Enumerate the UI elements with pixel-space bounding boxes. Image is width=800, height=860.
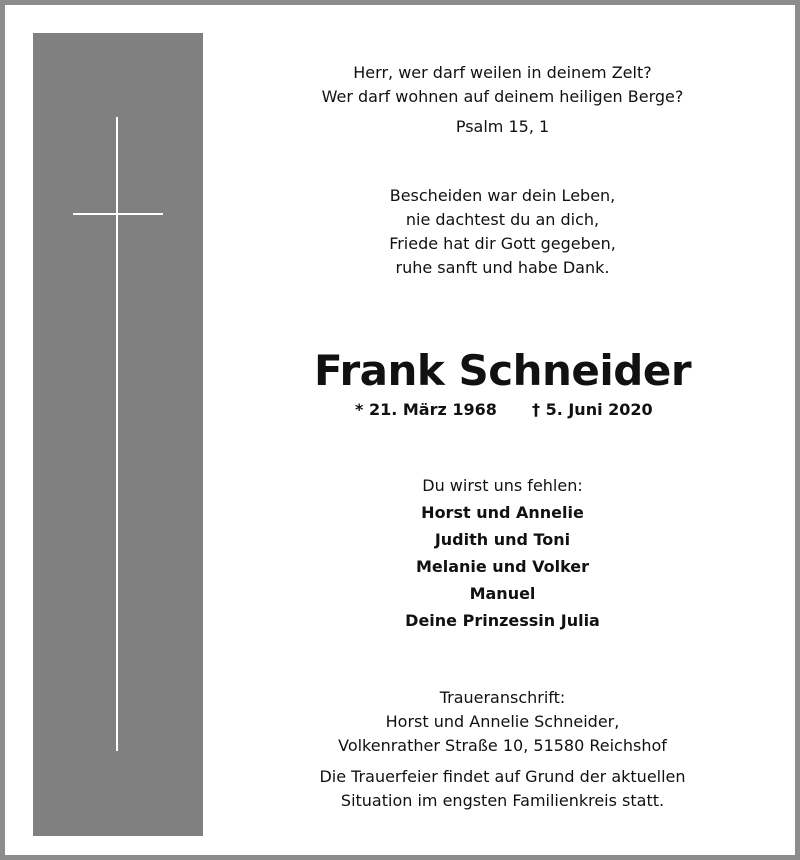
birth-date: * 21. März 1968: [355, 400, 497, 419]
address-line: Volkenrather Straße 10, 51580 Reichshof: [338, 736, 667, 755]
mourner-name: Melanie und Volker: [415, 557, 590, 576]
poem-line: Bescheiden war dein Leben,: [389, 186, 616, 205]
mourner-name: Manuel: [469, 584, 536, 603]
mourner-name: Horst und Annelie: [421, 503, 584, 522]
psalm-line: Herr, wer darf weilen in deinem Zelt?: [353, 63, 652, 82]
address-line: Horst und Annelie Schneider,: [385, 712, 620, 731]
address-line: Traueranschrift:: [439, 688, 566, 707]
psalm-quote: [205, 61, 800, 139]
notice-line: Situation im engsten Familienkreis statt.: [340, 791, 665, 810]
poem-line: Friede hat dir Gott gegeben,: [389, 234, 616, 253]
psalm-line: Wer darf wohnen auf deinem heiligen Berge?: [321, 87, 684, 106]
funeral-notice: [205, 765, 800, 813]
mourners: [205, 472, 800, 634]
life-dates: [205, 398, 800, 422]
death-date: † 5. Juni 2020: [532, 400, 653, 419]
mourners-intro: Du wirst uns fehlen:: [422, 476, 583, 495]
mourning-address: [205, 686, 800, 758]
poem-line: ruhe sanft und habe Dank.: [395, 258, 610, 277]
poem-line: nie dachtest du an dich,: [405, 210, 600, 229]
mourner-name: Judith und Toni: [434, 530, 571, 549]
mourner-name: Deine Prinzessin Julia: [405, 611, 600, 630]
deceased-name: Frank Schneider: [313, 346, 692, 395]
cross-icon-bar: [73, 213, 163, 215]
notice-line: Die Trauerfeier findet auf Grund der aktuellen: [319, 767, 686, 786]
gray-side-band: [33, 33, 203, 836]
poem: [205, 184, 800, 280]
psalm-reference: Psalm 15, 1: [455, 117, 550, 136]
